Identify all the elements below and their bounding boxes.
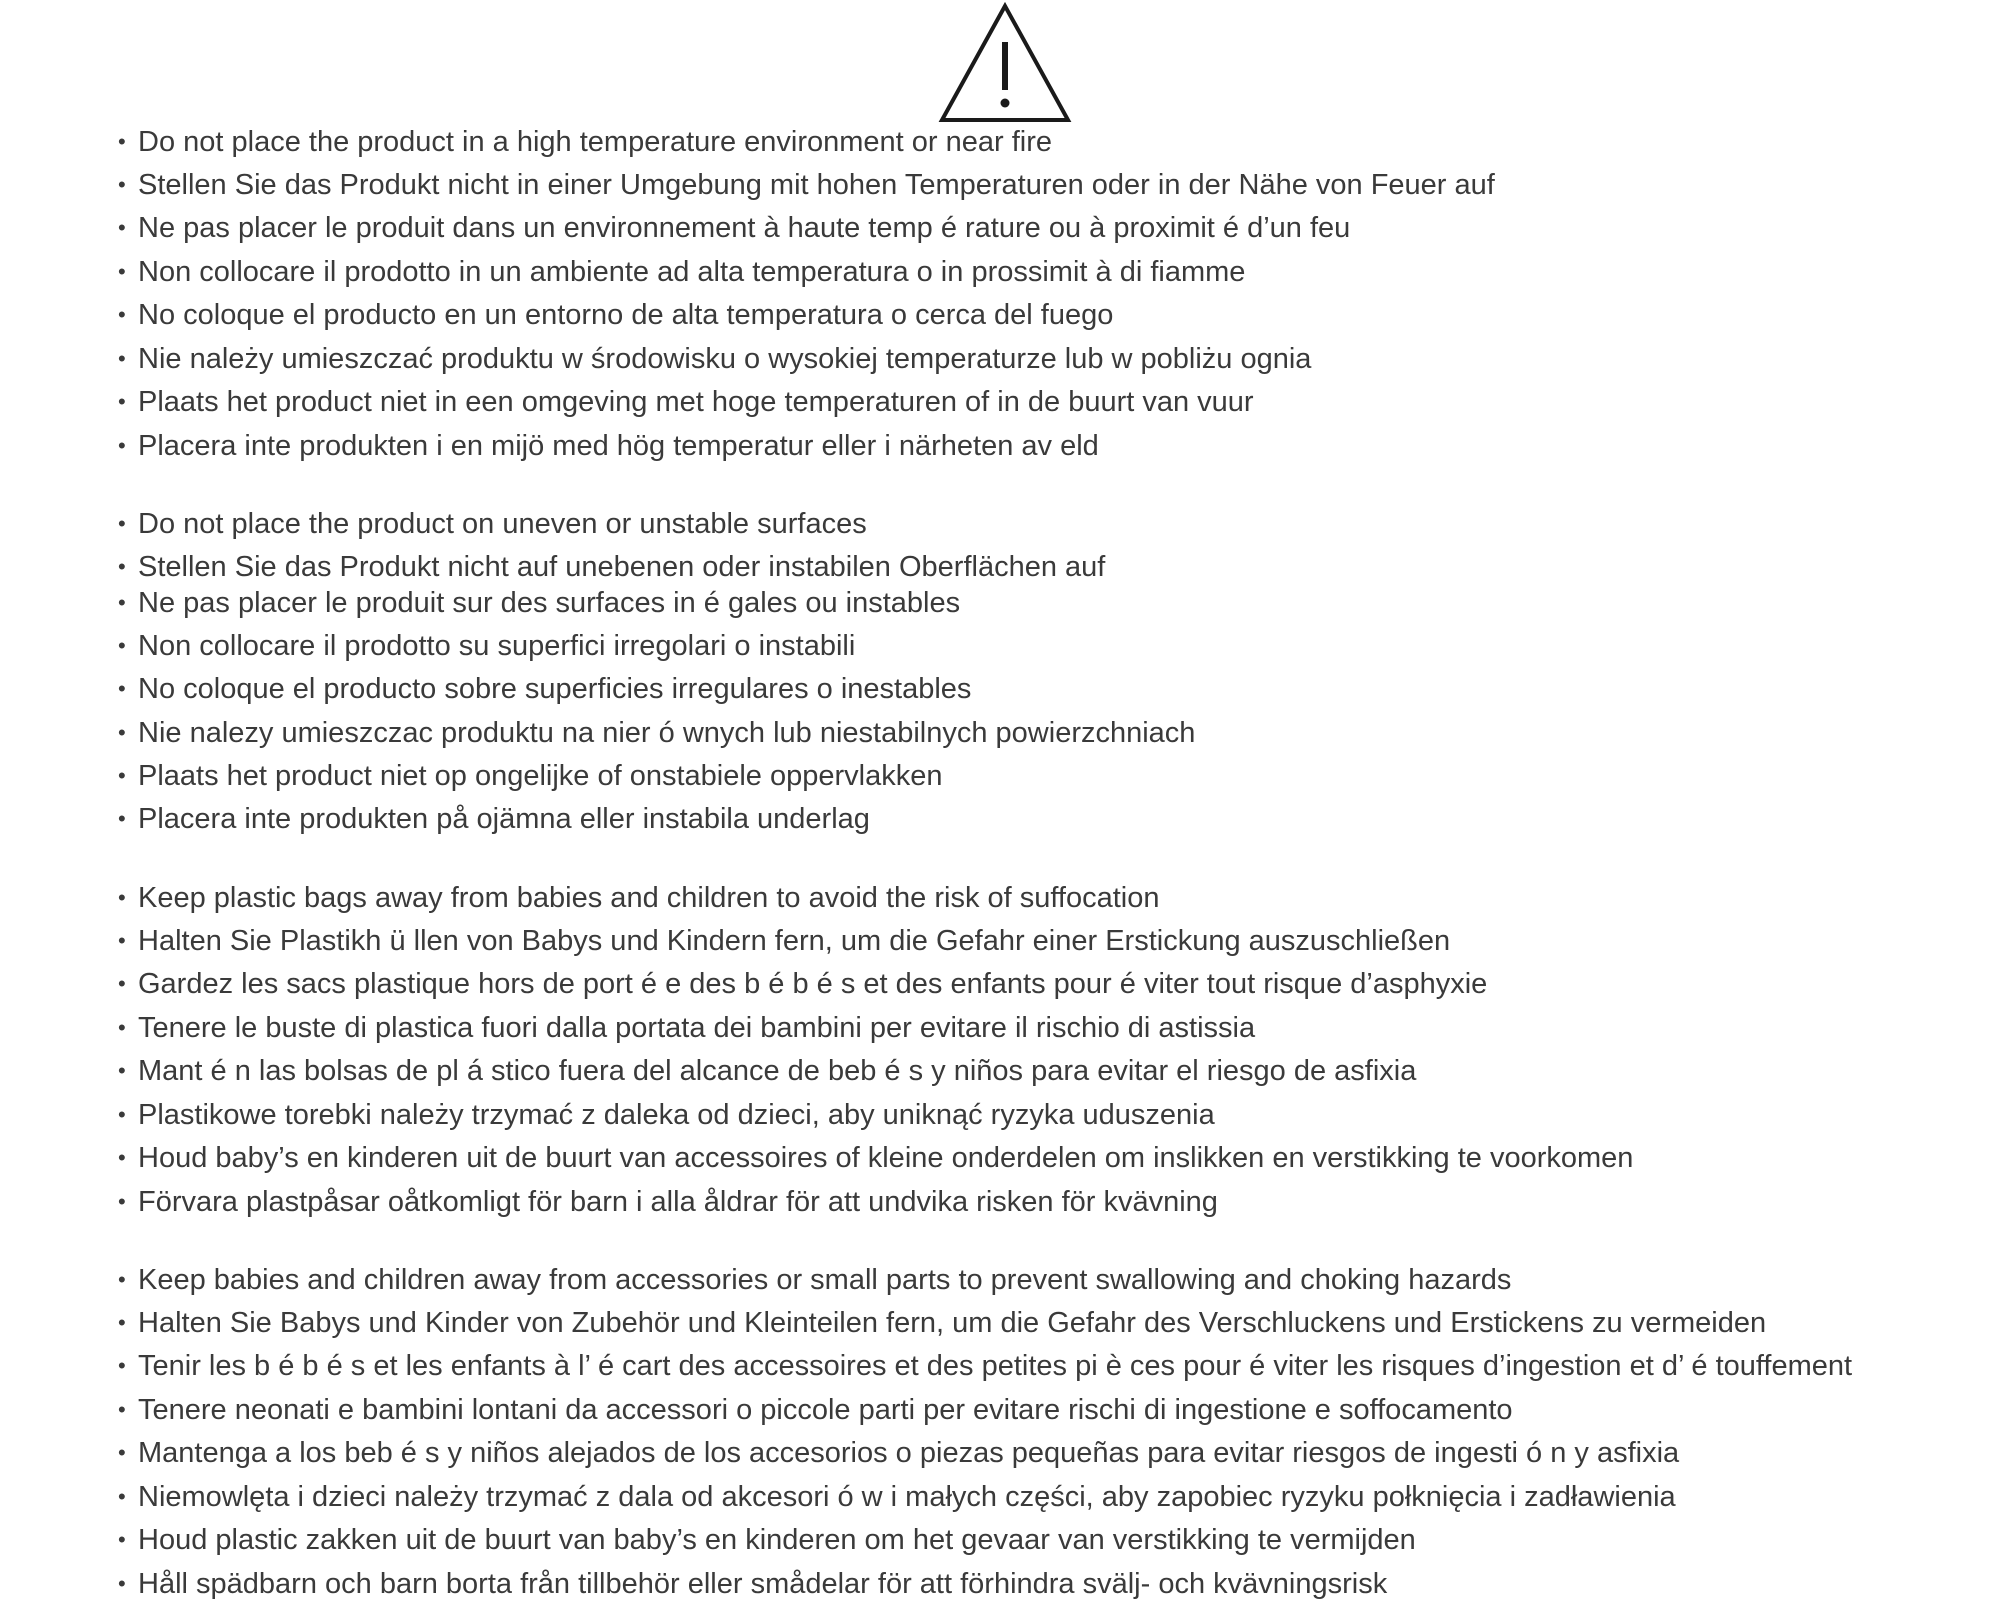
warning-line	[118, 1008, 1255, 1048]
warning-line	[118, 878, 1160, 918]
warning-line	[118, 295, 1113, 335]
warning-line	[118, 1051, 1416, 1091]
bullet: •	[118, 928, 126, 953]
warning-line	[118, 1182, 1218, 1222]
bullet: •	[118, 633, 126, 658]
warning-line	[118, 1564, 1387, 1600]
bullet: •	[118, 511, 126, 536]
warning-text-en: Keep plastic bags away from babies and children to avoid the risk of suffocation	[138, 882, 1160, 914]
bullet: •	[118, 346, 126, 371]
warning-line	[118, 339, 1311, 379]
warning-line	[118, 504, 867, 544]
bullet: •	[118, 1353, 126, 1378]
bullet: •	[118, 676, 126, 701]
warning-text-fr: Ne pas placer le produit dans un environnement à haute temp é rature ou à proximit é d’un feu	[138, 212, 1351, 244]
warning-line	[118, 252, 1245, 292]
warning-text-sv: Placera inte produkten i en mijö med hög temperatur eller i närheten av eld	[138, 430, 1099, 462]
warning-line	[118, 547, 1105, 587]
bullet: •	[118, 885, 126, 910]
warning-text-fr: Ne pas placer le produit sur des surfaces in é gales ou instables	[138, 587, 961, 619]
bullet: •	[118, 259, 126, 284]
warning-text-it: Non collocare il prodotto su superfici irregolari o instabili	[138, 630, 856, 662]
warning-text-pl: Niemowlęta i dzieci należy trzymać z dala od akcesori ó w i małych części, aby zapobiec ryzyku połknięcia i zadławienia	[138, 1481, 1676, 1513]
warning-text-it: Non collocare il prodotto in un ambiente ad alta temperatura o in prossimit à di fiamme	[138, 256, 1246, 288]
warning-line	[118, 1390, 1513, 1430]
bullet: •	[118, 1102, 126, 1127]
warning-text-pl: Nie nalezy umieszczac produktu na nier ó wnych lub niestabilnych powierzchniach	[138, 717, 1196, 749]
warning-text-de: Halten Sie Plastikh ü llen von Babys und Kindern fern, um die Gefahr einer Erstickung auszuschließen	[138, 925, 1451, 957]
warning-text-en: Do not place the product in a high temperature environment or near fire	[138, 126, 1053, 158]
warning-text-es: Mant é n las bolsas de pl á stico fuera del alcance de beb é s y niños para evitar el riesgo de asfixia	[138, 1055, 1417, 1087]
warning-text-fr: Tenir les b é b é s et les enfants à l’ é cart des accessoires et des petites pi è ces pour é viter les risques d’ingestion et d’ é touffement	[138, 1350, 1853, 1382]
bullet: •	[118, 1310, 126, 1335]
warning-triangle-icon	[938, 2, 1072, 124]
warning-text-nl: Houd baby’s en kinderen uit de buurt van accessoires of kleine onderdelen om inslikken en verstikking te voorkomen	[138, 1142, 1634, 1174]
warning-text-sv: Håll spädbarn och barn borta från tillbehör eller smådelar för att förhindra svälj- och kvävningsrisk	[138, 1568, 1388, 1600]
warning-text-en: Keep babies and children away from accessories or small parts to prevent swallowing and choking hazards	[138, 1264, 1512, 1296]
bullet: •	[118, 1571, 126, 1596]
warning-text-it: Tenere neonati e bambini lontani da accessori o piccole parti per evitare rischi di ingestione e soffocamento	[138, 1394, 1513, 1426]
warning-text-en: Do not place the product on uneven or unstable surfaces	[138, 508, 867, 540]
warning-text-es: Mantenga a los beb é s y niños alejados de los accesorios o piezas pequeñas para evitar riesgos de ingesti ó n y asfixia	[138, 1437, 1680, 1469]
bullet: •	[118, 1189, 126, 1214]
warning-line	[118, 1095, 1215, 1135]
warning-text-de: Stellen Sie das Produkt nicht in einer Umgebung mit hohen Temperaturen oder in der Nähe von Feuer auf	[138, 169, 1495, 201]
warning-line	[118, 1260, 1511, 1300]
warning-line	[118, 626, 855, 666]
warning-line	[118, 669, 971, 709]
warning-line	[118, 756, 942, 796]
bullet: •	[118, 389, 126, 414]
warning-line	[118, 1303, 1766, 1343]
warning-text-sv: Förvara plastpåsar oåtkomligt för barn i alla åldrar för att undvika risken för kvävning	[138, 1186, 1218, 1218]
warning-line	[118, 964, 1487, 1004]
bullet: •	[118, 1440, 126, 1465]
warning-text-es: No coloque el producto sobre superficies irregulares o inestables	[138, 673, 972, 705]
bullet: •	[118, 302, 126, 327]
bullet: •	[118, 129, 126, 154]
warning-text-it: Tenere le buste di plastica fuori dalla portata dei bambini per evitare il rischio di astissia	[138, 1012, 1256, 1044]
warning-line	[118, 583, 960, 623]
bullet: •	[118, 554, 126, 579]
warning-line	[118, 921, 1450, 961]
warning-line	[118, 122, 1052, 162]
warning-line	[118, 165, 1495, 205]
warning-line	[118, 799, 870, 839]
bullet: •	[118, 1397, 126, 1422]
warning-line	[118, 713, 1195, 753]
warning-text-sv: Placera inte produkten på ojämna eller instabila underlag	[138, 803, 870, 835]
bullet: •	[118, 1484, 126, 1509]
warning-line	[118, 1138, 1633, 1178]
bullet: •	[118, 1145, 126, 1170]
bullet: •	[118, 590, 126, 615]
bullet: •	[118, 971, 126, 996]
warning-line	[118, 382, 1254, 422]
warning-text-nl: Plaats het product niet in een omgeving met hoge temperaturen of in de buurt van vuur	[138, 386, 1254, 418]
bullet: •	[118, 1058, 126, 1083]
warning-text-pl: Nie należy umieszczać produktu w środowisku o wysokiej temperaturze lub w pobliżu ognia	[138, 343, 1312, 375]
bullet: •	[118, 1015, 126, 1040]
bullet: •	[118, 806, 126, 831]
warning-text-de: Halten Sie Babys und Kinder von Zubehör und Kleinteilen fern, um die Gefahr des Verschluckens und Erstickens zu vermeiden	[138, 1307, 1767, 1339]
warning-line	[118, 1520, 1416, 1560]
bullet: •	[118, 1527, 126, 1552]
warning-text-fr: Gardez les sacs plastique hors de port é e des b é b é s et des enfants pour é viter tout risque d’asphyxie	[138, 968, 1488, 1000]
warning-text-es: No coloque el producto en un entorno de alta temperatura o cerca del fuego	[138, 299, 1114, 331]
bullet: •	[118, 720, 126, 745]
warning-line	[118, 1346, 1852, 1386]
warning-text-nl: Houd plastic zakken uit de buurt van baby’s en kinderen om het gevaar van verstikking te vermijden	[138, 1524, 1416, 1556]
bullet: •	[118, 215, 126, 240]
warning-text-nl: Plaats het product niet op ongelijke of onstabiele oppervlakken	[138, 760, 943, 792]
warning-text-de: Stellen Sie das Produkt nicht auf unebenen oder instabilen Oberflächen auf	[138, 551, 1106, 583]
warning-line	[118, 1477, 1676, 1517]
bullet: •	[118, 172, 126, 197]
warning-line	[118, 1433, 1679, 1473]
warning-line	[118, 426, 1099, 466]
bullet: •	[118, 433, 126, 458]
bullet: •	[118, 1267, 126, 1292]
bullet: •	[118, 763, 126, 788]
warning-text-pl: Plastikowe torebki należy trzymać z daleka od dzieci, aby uniknąć ryzyka uduszenia	[138, 1099, 1215, 1131]
warning-line	[118, 208, 1350, 248]
